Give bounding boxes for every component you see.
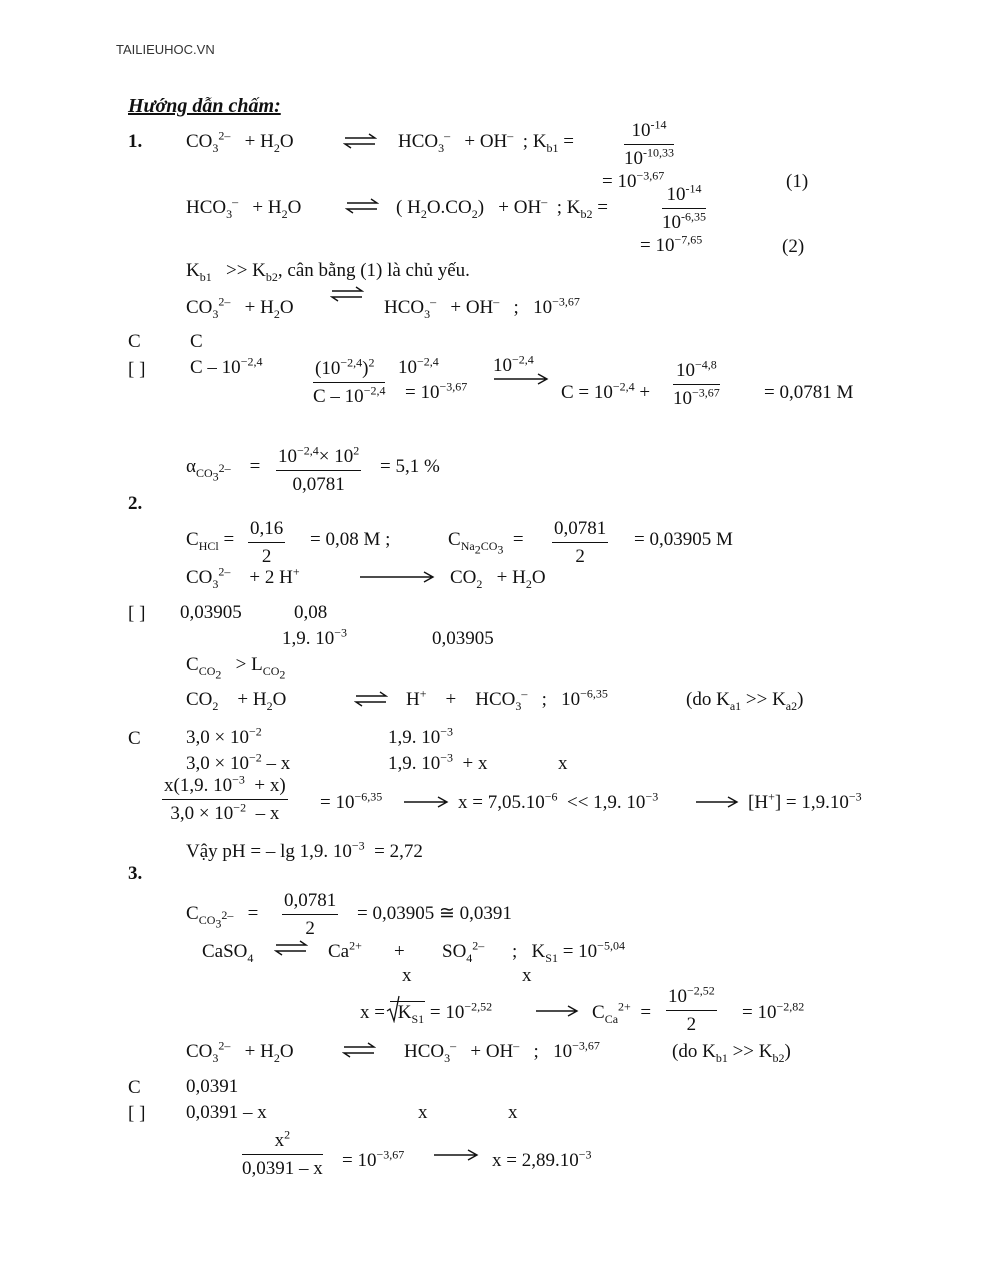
s1-eq1-right: $HCO_3^-$ + OH– ; $K_{b1}$ =: [398, 128, 575, 155]
s1-c-value: C: [190, 331, 203, 352]
site-watermark: TAILIEUHOC.VN: [116, 42, 215, 57]
s1-eq-value: C – $10^{-2,4}$: [190, 354, 263, 378]
section-1-number: 1.: [128, 131, 143, 152]
s1-kb1-fraction: $\frac{10^{-14}}{10^{-10,33}}$: [624, 117, 674, 169]
right-arrow-icon: [492, 373, 550, 385]
s1-eq3-left: $CO_3^{2-}$ + $H_2O$: [186, 294, 294, 321]
s3-x-result: $x = 2,89.10^{-3}$: [492, 1147, 592, 1171]
s2-c-value-a: $3,0 \times 10^{-2}$: [186, 724, 262, 748]
s1-eq2-right: ( $H_2O.CO_2$) + OH– ; $K_{b2}$ =: [396, 194, 608, 221]
equilibrium-arrow-icon: [330, 286, 364, 302]
s2-cna-fraction: $\frac{0,0781}{2}$: [554, 518, 607, 567]
s1-eq1-left: $CO_3^{2-}$ + $H_2O$: [186, 128, 294, 155]
right-arrow-icon: [534, 1005, 580, 1017]
s3-cco3-label: $C_{CO_3^{2-}}$ =: [186, 903, 259, 931]
right-arrow-icon: [402, 796, 450, 808]
s1-tag-2: (2): [782, 236, 805, 257]
s1-numerator-extra: $10^{-2,4}$: [398, 354, 439, 378]
row-label-eq: [ ]: [128, 603, 146, 624]
s2-row2-c: 0,03905: [432, 628, 494, 649]
row-label-c: C: [128, 331, 141, 352]
section-3-number: 3.: [128, 863, 143, 884]
s3-x-2: x: [522, 965, 532, 986]
equilibrium-arrow-icon: [274, 940, 308, 956]
s3-kb-result: = $10^{-3,67}$: [342, 1147, 405, 1171]
s2-row2-a: 1,9. $10^{-3}$: [282, 625, 348, 649]
s3-caso4: CaSO$_4$: [202, 941, 254, 965]
s3-eq-value-a: 0,0391 – x: [186, 1102, 267, 1123]
s3-eq1-left: $CO_3^{2-}$ + $H_2O$: [186, 1038, 294, 1065]
sqrt-icon: [386, 995, 400, 1023]
s3-cca-fraction: $\frac{10^{-2,52}}{2}$: [668, 983, 715, 1035]
s3-eq1-right: $HCO_3^-$ + OH– ; $10^{-3,67}$: [404, 1038, 600, 1065]
s2-row3-c: x: [558, 753, 568, 774]
s2-chcl-label: $C_{HCl}$ =: [186, 529, 235, 553]
s2-eq2-left: $CO_2$ + $H_2O$: [186, 689, 287, 713]
right-arrow-icon: [432, 1149, 480, 1161]
s1-c-result: $C = 10^{-2,4}$ +: [561, 379, 651, 403]
s1-c-final: = 0,0781 M: [764, 382, 854, 403]
s2-row3-b: 1,9. $10^{-3} + x$: [388, 750, 488, 774]
s3-cca-label: $C_{Ca}^{2+}$ =: [592, 999, 652, 1026]
row-label-eq: [ ]: [128, 1103, 146, 1124]
s1-arrow-label: $10^{-2,4}$: [493, 352, 534, 376]
s3-eq-value-b: x: [418, 1102, 428, 1123]
page-heading: Hướng dẫn chấm:: [128, 95, 281, 117]
s1-fraction-1: $\frac{(10^{-2,4})^2}{C - 10^{-2,4}}$: [313, 355, 386, 407]
s2-c-value-b: 1,9. $10^{-3}$: [388, 724, 454, 748]
s3-cca-result: = $10^{-2,82}$: [742, 999, 805, 1023]
s3-x-1: x: [402, 965, 412, 986]
s2-eq1-right: $CO_2$ + $H_2O$: [450, 567, 546, 591]
s2-ka-fraction: $\frac{x(1,9. 10^{-3} + x)}{3,0 \times 10^{-2} - x}$: [164, 772, 286, 824]
s1-alpha-fraction: $\frac{10^{-2,4}\times 10^2}{0,0781}$: [278, 443, 360, 495]
s1-eq3-right: $HCO_3^-$ + OH– ; $10^{-3,67}$: [384, 294, 580, 321]
s3-ca-ion: $Ca^{2+}$: [328, 938, 362, 962]
s3-plus: +: [394, 941, 405, 962]
s1-kb2-fraction: $\frac{10^{-14}}{10^{-6,35}}$: [662, 181, 706, 233]
s1-alpha-label: $\alpha_{CO_3^{2-}}$ =: [186, 456, 261, 484]
s3-so4-ion: $SO_4^{2-}$: [442, 938, 485, 965]
s1-eq2-left: $HCO_3^-$ + $H_2O$: [186, 194, 302, 221]
row-label-c: C: [128, 728, 141, 749]
s3-kb-note: (do $K_{b1} >> K_{b2}$): [672, 1041, 791, 1065]
s2-eq-value-a: 0,03905: [180, 602, 242, 623]
s1-tag-1: (1): [786, 171, 809, 192]
equilibrium-arrow-icon: [342, 1042, 376, 1058]
row-label-eq: [ ]: [128, 359, 146, 380]
equilibrium-arrow-icon: [345, 198, 379, 214]
s1-kb2-result: = $10^{-7,65}$: [640, 232, 703, 256]
s2-ka-result: = $10^{-6,35}$: [320, 789, 383, 813]
s2-h-value: $[H^+] = 1,9.10^{-3}$: [748, 789, 862, 813]
s2-ka-note: (do $K_{a1} >> K_{a2}$): [686, 689, 804, 713]
right-arrow-icon: [694, 796, 740, 808]
section-2-number: 2.: [128, 493, 143, 514]
s2-eq1-left: $CO_3^{2-}$ + 2 H+: [186, 564, 300, 591]
s3-cco3-result: = 0,03905 ≅ 0,0391: [357, 903, 512, 924]
s2-eq2-right: H+ + $HCO_3^-$ ; $10^{-6,35}$: [406, 686, 608, 713]
s2-cna-label: $C_{Na_2CO_3}$ =: [448, 529, 524, 557]
right-arrow-icon: [358, 571, 436, 583]
s2-chcl-fraction: $\frac{0,16}{2}$: [250, 518, 284, 567]
s2-x-value: $x = 7,05.10^{-6} << 1,9$. $10^{-3}$: [458, 789, 659, 813]
s2-ph-result: Vậy pH = – lg 1,9. $10^{-3} = 2,72$: [186, 838, 423, 862]
s3-c-value: 0,0391: [186, 1076, 239, 1097]
s3-ks-label: ; $K_{S1} = 10^{-5,04}$: [512, 938, 625, 965]
s3-cco3-fraction: $\frac{0,0781}{2}$: [284, 890, 337, 939]
s3-eq-value-c: x: [508, 1102, 518, 1123]
equilibrium-arrow-icon: [354, 691, 388, 707]
s1-kb1-result: = $10^{-3,67}$: [602, 168, 665, 192]
s1-alpha-result: = 5,1 %: [380, 456, 440, 477]
s2-chcl-result: = 0,08 M ;: [310, 529, 391, 550]
s2-cna-result: = 0,03905 M: [634, 529, 733, 550]
s2-eq-value-b: 0,08: [294, 602, 328, 623]
s3-kb-fraction: $\frac{x^2}{0,0391 - x}$: [242, 1127, 323, 1179]
row-label-c: C: [128, 1077, 141, 1098]
s2-solubility-compare: $C_{CO_2}$ > $L_{CO_2}$: [186, 654, 286, 682]
s3-x-sqrt: x = $K_{S1} = 10^{-2,52}$: [360, 1003, 492, 1022]
s1-kb-comparison: $K_{b1}$ >> $K_{b2}$, cân bằng (1) là chủ yếu.: [186, 260, 470, 284]
s2-row3-a: $3,0 \times 10^{-2} - x$: [186, 750, 291, 774]
equilibrium-arrow-icon: [343, 133, 377, 149]
s1-fraction-2: $\frac{10^{-4,8}}{10^{-3,67}}$: [673, 357, 720, 409]
s1-fraction-1-result: = $10^{-3,67}$: [405, 379, 468, 403]
